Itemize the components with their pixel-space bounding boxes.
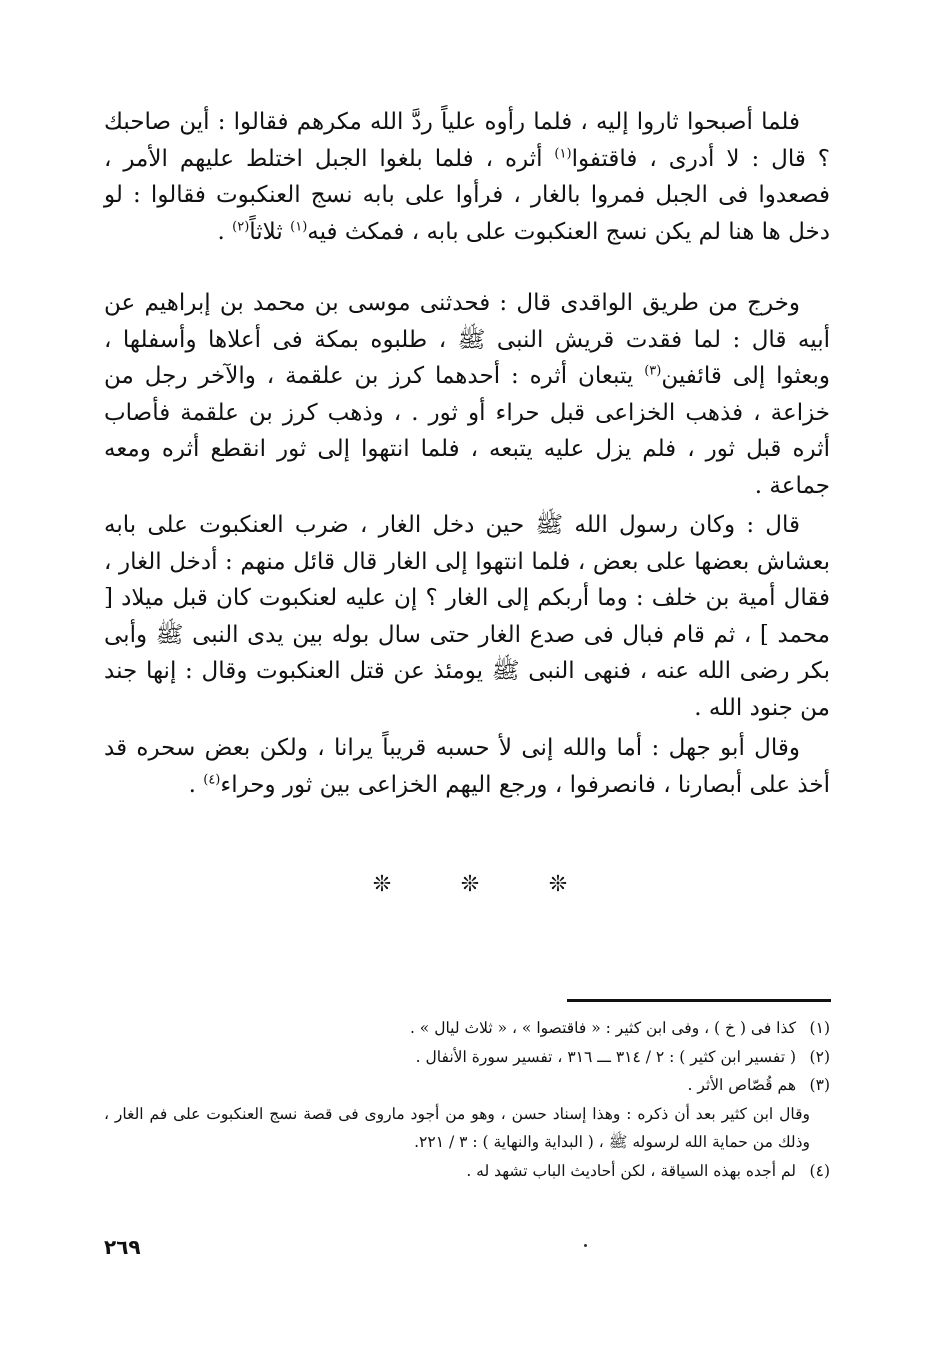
section-ornament bbox=[370, 872, 570, 897]
paragraph-text bbox=[104, 507, 830, 726]
text-run: فلما أصبحوا ثاروا إليه ، فلما رأوه علياً ردَّ الله مكرهم فقالوا : أين صاحبك ؟ قال : لا أدرى ، فاقتفوا bbox=[104, 109, 830, 172]
text-run: قال : وكان رسول الله ﷺ حين دخل الغار ، ضرب العنكبوت على بابه بعشاش بعضها على بعض ، فلما انتهوا إلى الغار قال قائل منهم : أدخل الغار ، فقال أمية بن خلف : وما أربكم إلى الغار ؟ إن عليه لعنكبوت كان قبل ميلاد [ محمد ] ، ثم قام فبال فى صدع الغار حتى سال بوله بين يدى النبى ﷺ وأبى بكر رضى الله عنه ، فنهى النبى ﷺ يومئذ عن قتل العنكبوت وقال : إنها جند من جنود الله . bbox=[104, 512, 830, 721]
paragraph-1 bbox=[104, 104, 830, 250]
paragraph-text bbox=[104, 285, 830, 504]
asterism-icon: ❊ bbox=[372, 872, 392, 897]
footnotes bbox=[104, 1014, 830, 1185]
text-run: . bbox=[188, 771, 204, 798]
footnote-marker: (٢) bbox=[232, 218, 250, 234]
footnote-marker: (٣) bbox=[644, 363, 662, 379]
footnote-3-continuation: وقال ابن كثير بعد أن ذكره : وهذا إسناد حسن ، وهو من أجود ماروى فى قصة نسج العنكبوت على فم الغار ، وذلك من حماية الله لرسوله ﷺ ، ( البداية والنهاية ) : ٣ / ٢٢١. bbox=[104, 1104, 810, 1151]
paragraph-4 bbox=[104, 730, 830, 803]
print-speck bbox=[584, 1244, 587, 1247]
footnote-number: (٤) bbox=[809, 1161, 830, 1180]
text-run: أثره ، فلما بلغوا الجبل اختلط عليهم الأمر ، فصعدوا فى الجبل فمروا بالغار ، فرأوا على بابه نسج العنكبوت فقالوا : لو دخل ها هنا لم يكن نسج العنكبوت على بابه ، فمكث فيه bbox=[104, 145, 830, 245]
footnote-1 bbox=[104, 1014, 830, 1043]
footnote-text: لم أجده بهذه السياقة ، لكن أحاديث الباب تشهد له . bbox=[466, 1161, 796, 1180]
page-number: ٢٦٩ bbox=[104, 1235, 141, 1259]
footnote-marker: (٤) bbox=[203, 771, 221, 787]
footnote-text: ( تفسير ابن كثير ) : ٢ / ٣١٤ ـــ ٣١٦ ، تفسير سورة الأنفال . bbox=[415, 1047, 796, 1066]
footnote-3 bbox=[104, 1071, 830, 1100]
paragraph-3 bbox=[104, 507, 830, 726]
paragraph-text bbox=[104, 730, 830, 803]
footnote-marker: (١) bbox=[554, 145, 572, 161]
text-run: . bbox=[217, 218, 233, 245]
footnote-number: (٢) bbox=[809, 1047, 830, 1066]
footnote-4 bbox=[104, 1157, 830, 1186]
text-run: وخرج من طريق الواقدى قال : فحدثنى موسى بن محمد بن إبراهيم عن أبيه قال : لما فقدت قريش النبى ﷺ ، طلبوه بمكة فى أعلاها وأسفلها ، وبعثوا إلى قائفين bbox=[104, 290, 830, 389]
text-run: وقال أبو جهل : أما والله إنى لأ حسبه قريباً يرانا ، ولكن بعض سحره قد أخذ على أبصارنا ، فانصرفوا ، ورجع اليهم الخزاعى بين ثور وحراء bbox=[104, 735, 830, 798]
asterism-icon: ❊ bbox=[460, 872, 480, 897]
footnote-marker: (١) bbox=[290, 218, 308, 234]
text-run: يتبعان أثره : أحدهما كرز بن علقمة ، والآخر رجل من خزاعة ، فذهب الخزاعى قبل حراء أو ثور . ، وذهب كرز بن علقمة فأصاب أثره قبل ثور ، فلم يزل عليه يتبعه ، فلما انتهوا إلى ثور انقطع أثره ومعه جماعة . bbox=[104, 363, 830, 499]
footnote-text: هم قُصّاص الأثر . bbox=[687, 1076, 796, 1094]
footnote-text: كذا فى ( خ ) ، وفى ابن كثير : « فاقتصوا » ، « ثلاث ليال » . bbox=[409, 1019, 796, 1037]
footnote-divider bbox=[567, 999, 831, 1002]
footnote-2 bbox=[104, 1043, 830, 1072]
footnote-number: (١) bbox=[809, 1019, 830, 1037]
footnote-number: (٣) bbox=[809, 1076, 830, 1094]
asterism-icon: ❊ bbox=[548, 872, 568, 897]
text-run: ثلاثاً bbox=[249, 218, 291, 245]
paragraph-text bbox=[104, 104, 830, 250]
paragraph-2 bbox=[104, 285, 830, 504]
